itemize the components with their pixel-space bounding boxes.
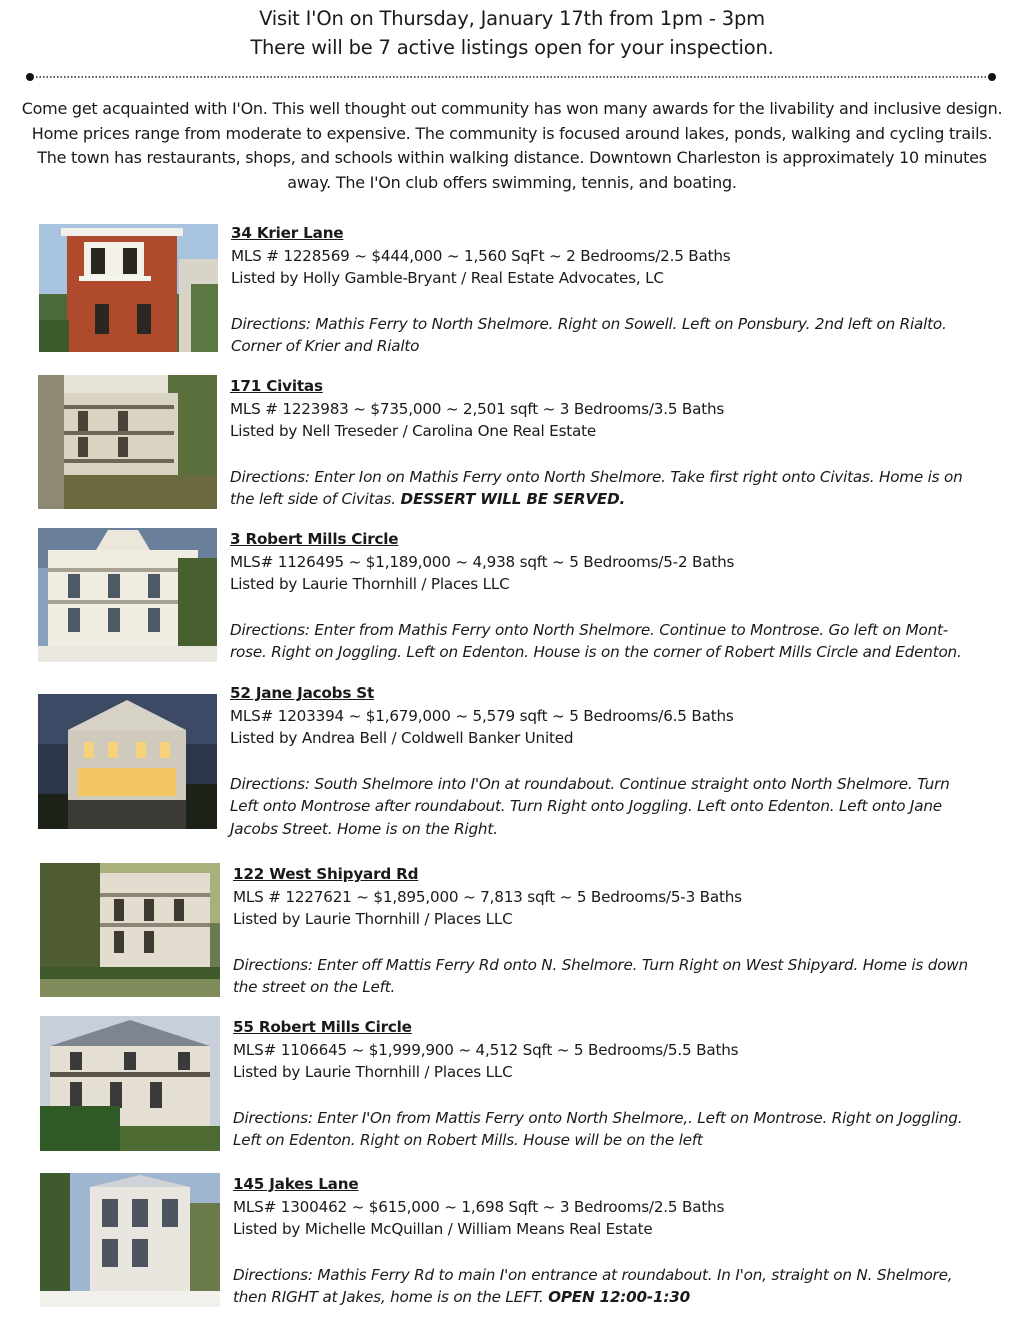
listing-details: MLS# 1300462 ~ $615,000 ~ 1,698 Sqft ~ 3 Bedrooms/2.5 Baths xyxy=(233,1197,725,1216)
house-photo xyxy=(40,1173,220,1307)
house-photo xyxy=(39,224,218,352)
house-photo xyxy=(40,1016,220,1151)
house-photo xyxy=(38,694,217,829)
listing-address: 145 Jakes Lane xyxy=(233,1175,359,1193)
listing-details: MLS # 1223983 ~ $735,000 ~ 2,501 sqft ~ 3 Bedrooms/3.5 Baths xyxy=(230,399,725,418)
listing-directions: Directions: Mathis Ferry Rd to main I'on entrance at roundabout. In I'on, straight on N. Shelmore, then RIGHT at Jakes, home is on the LEFT. OPEN 12:00-1:30 xyxy=(233,1265,953,1307)
listing-agent: Listed by Holly Gamble-Bryant / Real Estate Advocates, LC xyxy=(231,269,664,288)
listing-directions: Directions: South Shelmore into I'On at roundabout. Continue straight onto North Shelmore. Turn Left onto Montrose after roundabout. Turn Right onto Joggling. Left onto Edenton. Left onto Jane Jacobs Street. Home is on the Right. xyxy=(230,774,950,838)
listing-address: 122 West Shipyard Rd xyxy=(233,865,419,883)
listing-note: DESSERT WILL BE SERVED. xyxy=(400,490,626,509)
listing-details: MLS# 1106645 ~ $1,999,900 ~ 4,512 Sqft ~ 5 Bedrooms/5.5 Baths xyxy=(233,1040,739,1059)
event-header-line-2: There will be 7 active listings open for your inspection. xyxy=(250,36,774,59)
listing-directions: Directions: Enter off Mattis Ferry Rd onto N. Shelmore. Turn Right on West Shipyard. Home is down the street on the Left. xyxy=(233,955,968,997)
listing-details: MLS# 1203394 ~ $1,679,000 ~ 5,579 sqft ~ 5 Bedrooms/6.5 Baths xyxy=(230,706,734,725)
listing-agent: Listed by Michelle McQuillan / William Means Real Estate xyxy=(233,1220,653,1239)
dotted-divider xyxy=(26,72,996,82)
listing-details: MLS # 1227621 ~ $1,895,000 ~ 7,813 sqft ~ 5 Bedrooms/5-3 Baths xyxy=(233,887,742,906)
listing-address: 171 Civitas xyxy=(230,377,323,395)
listing-note: OPEN 12:00-1:30 xyxy=(548,1288,690,1307)
listing-directions: Directions: Enter Ion on Mathis Ferry onto North Shelmore. Take first right onto Civitas. Home is on the left side of Civitas. DESSERT WILL BE SERVED. xyxy=(230,467,963,509)
community-intro: Come get acquainted with I'On. This well thought out community has won many awards for the livability and inclusive design. Home prices range from moderate to expensive. The community is focused around lakes, ponds, walking and cycling trails. The town has restaurants, shops, and schools within walking distance. Downtown Charleston is approximately 10 minutes away. The I'On club offers swimming, tennis, and boating. xyxy=(21,99,1003,192)
listing-agent: Listed by Laurie Thornhill / Places LLC xyxy=(230,575,510,594)
listing-address: 52 Jane Jacobs St xyxy=(230,684,375,702)
event-header xyxy=(0,4,1024,62)
listing-directions: Directions: Enter from Mathis Ferry onto North Shelmore. Continue to Montrose. Go left on Mont- rose. Right on Joggling. Left on Edenton. House is on the corner of Robert Mills Circle and Edenton. xyxy=(230,620,962,662)
listing-details: MLS # 1228569 ~ $444,000 ~ 1,560 SqFt ~ 2 Bedrooms/2.5 Baths xyxy=(231,246,731,265)
house-photo xyxy=(38,375,217,509)
listing-agent: Listed by Laurie Thornhill / Places LLC xyxy=(233,910,513,929)
listing-agent: Listed by Andrea Bell / Coldwell Banker United xyxy=(230,729,574,748)
listing-agent: Listed by Laurie Thornhill / Places LLC xyxy=(233,1063,513,1082)
house-photo xyxy=(40,863,220,997)
listing-directions: Directions: Enter I'On from Mattis Ferry onto North Shelmore,. Left on Montrose. Right on Joggling. Left on Edenton. Right on Robert Mills. House will be on the left xyxy=(233,1108,963,1150)
listing-agent: Listed by Nell Treseder / Carolina One Real Estate xyxy=(230,422,597,441)
listing-address: 3 Robert Mills Circle xyxy=(230,530,399,548)
house-photo xyxy=(38,528,217,662)
listing-directions: Directions: Mathis Ferry to North Shelmore. Right on Sowell. Left on Ponsbury. 2nd left on Rialto. Corner of Krier and Rialto xyxy=(231,314,947,356)
listing-details: MLS# 1126495 ~ $1,189,000 ~ 4,938 sqft ~ 5 Bedrooms/5-2 Baths xyxy=(230,552,735,571)
event-header-line-1: Visit I'On on Thursday, January 17th from 1pm - 3pm xyxy=(259,7,765,30)
listing-address: 34 Krier Lane xyxy=(231,224,344,242)
listing-address: 55 Robert Mills Circle xyxy=(233,1018,412,1036)
